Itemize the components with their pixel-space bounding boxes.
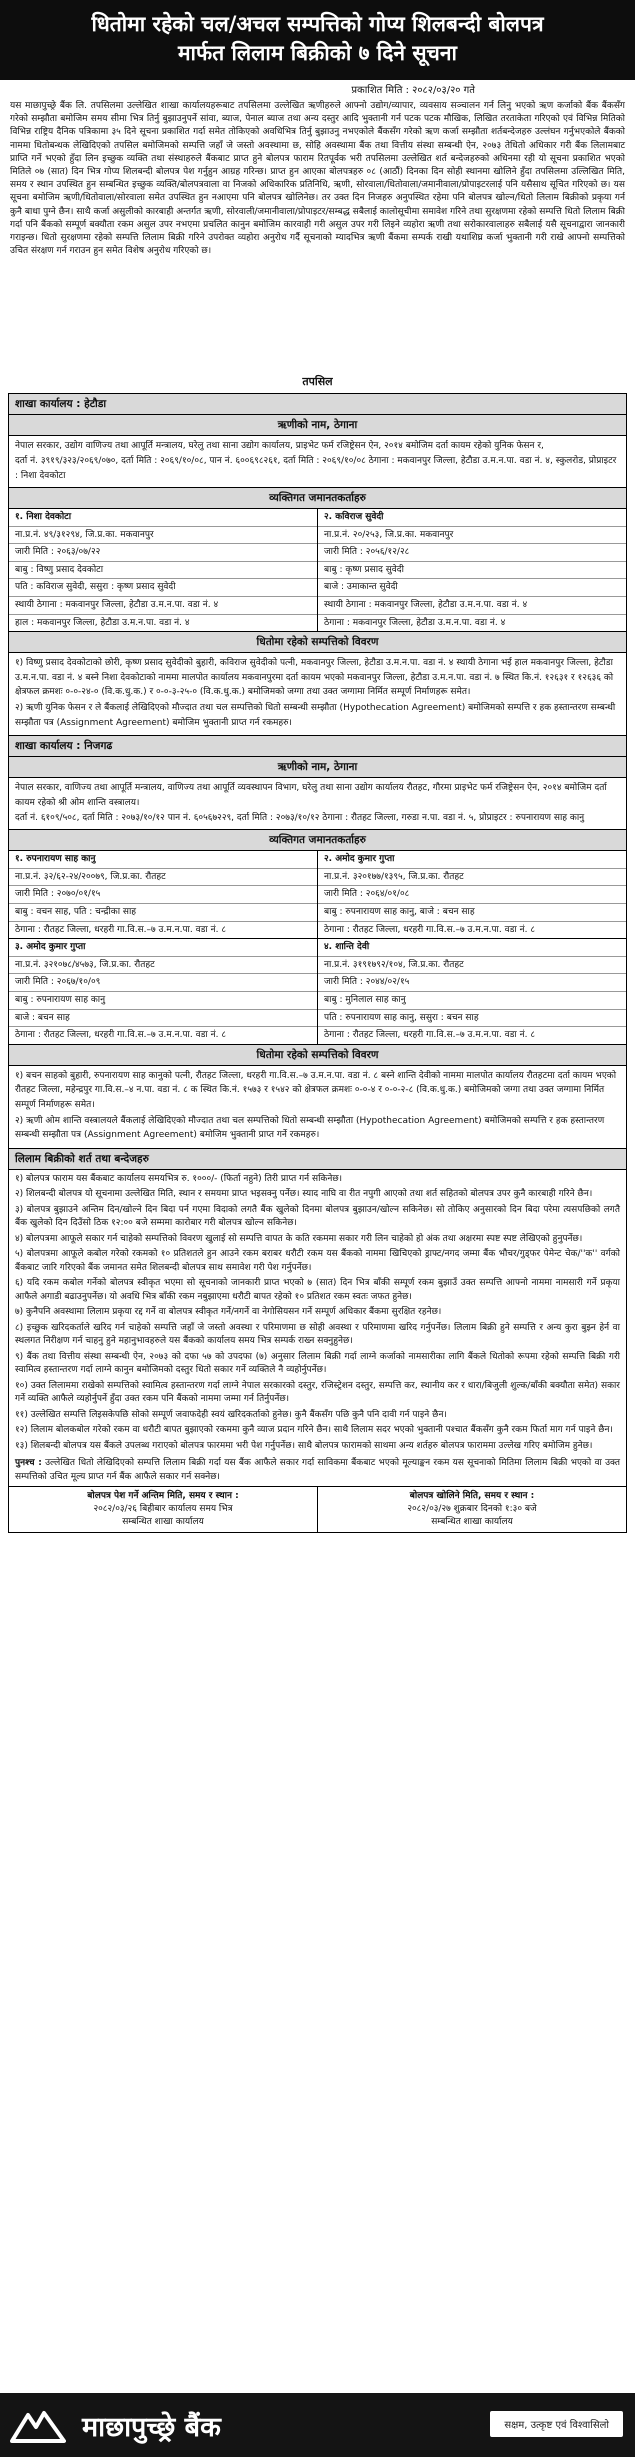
title-line-1: धितोमा रहेको चल/अचल सम्पत्तिको गोप्य शिलबन्दी बोलपत्र	[91, 12, 544, 36]
tapsil-heading: तपसिल	[302, 375, 333, 388]
guarantor-line: पति : रुपनारायण साह कानु, ससुरा : बचन साह	[318, 1010, 626, 1028]
property-item: १) विष्णु प्रसाद देवकोटाको छोरी, कृष्ण प्रसाद सुवेदीको बुहारी, कविराज सुवेदीको पत्नी, मकवानपुर जिल्ला, हेटौडा उ.म.न.पा. वडा नं. ४ स्थायी ठेगाना भई हाल मकवानपुर जिल्ला, हेटौडा उ.म.न.पा. वडा नं. ४ बस्ने निशा देवकोटाको नाममा मालपोत कार्यालय मकवानपुरमा दर्ता कायम भएको मकवानपुर जिल्ला, हेटौडा उ.म.न.पा. वडा नं. ७ स्थित कि.नं. १२६३१ र १२६३६ को क्षेत्रफल क्रमशः ०-०-२४-० (वि.क.धु.क.) र ०-०-३-२५-० (वि.क.धु.क.) बमोजिमको जग्गा तथा उक्त जग्गामा निर्मित सम्पूर्ण निर्माणहरू समेत।	[15, 658, 614, 697]
guarantor-name: ३. अमोद कुमार गुप्ता	[9, 939, 317, 957]
guarantor-line: बाबु : रुपनारायण साह कानु	[9, 992, 317, 1010]
bid-opening-place: सम्बन्धित शाखा कार्यालय	[431, 1517, 513, 1528]
bid-submission-cell	[9, 1487, 317, 1532]
guarantor-name: ४. शान्ति देवी	[318, 939, 626, 957]
condition-item: ६) यदि रकम कबोल गर्नेको बोलपत्र स्वीकृत भएमा सो सूचनाको जानकारी प्राप्त भएको ७ (सात) दिन भित्र बाँकी सम्पूर्ण रकम बुझाउँ उक्त सम्पत्ति आफ्नो नाममा नामसारी गर्ने प्रकृया आफैले अगाडी बढाउनुपर्नेछ। यो अवधि भित्र बाँकी रकम नबुझाएमा धरौटी बापत रहेको १० प्रतिशत रकम स्वतः जफत हुनेछ।	[15, 1278, 620, 1302]
publish-date: प्रकाशित मिति : २०८२/०३/२० गते	[351, 85, 475, 96]
guarantor-card	[317, 939, 626, 1044]
guarantors-band: व्यक्तिगत जमानतकर्ताहरु	[9, 488, 626, 509]
guarantor-line: बाबु : कृष्ण प्रसाद सुवेदी	[318, 562, 626, 580]
branch-band: शाखा कार्यालय : हेटौडा	[9, 394, 626, 415]
condition-item: ४) बोलपत्रमा आफूले सकार गर्न चाहेको सम्पत्तिको विवरण खुलाई सो सम्पत्ति वापत के कति रकममा सकार गरी लिन चाहेको हो अंक तथा अक्षरमा स्पष्ट स्पष्ट लेखिएको हुनुपर्नेछ।	[15, 1233, 583, 1244]
condition-item: १०) उक्त लिलाममा राखेको सम्पत्तिको स्वामित्व हस्तान्तरण गर्दा लाग्ने नेपाल सरकारको दस्तुर, रजिस्ट्रेशन दस्तुर, सम्पत्ति कर, स्थानीय कर र धारा/बिजुली शुल्क/बाँकी बक्यौता समेत) सकार गर्ने व्यक्ति आफैले व्यहोर्नुपर्ने हुँदा उक्त रकम पनि बैंकको नाममा जम्मा गर्न तिर्नुपर्नेछ।	[15, 1380, 620, 1405]
bid-opening-date: २०८२/०३/२७ शुक्रबार दिनको १:३० बजे	[407, 1504, 537, 1515]
guarantor-line: पति : कविराज सुवेदी, ससुरा : कृष्ण प्रसाद सुवेदी	[9, 579, 317, 597]
borrower-details	[9, 436, 626, 488]
guarantor-line: ना.प्र.नं. ३१९१७९२/१०४, जि.प्र.का. रौतहट	[318, 957, 626, 975]
guarantor-card	[9, 939, 317, 1044]
guarantor-line: ठेगाना : मकवानपुर जिल्ला, हेटौडा उ.म.न.पा. वडा नं. ४	[324, 617, 506, 628]
property-item: १) बचन साहको बुहारी, रुपनारायण साह कानुको पत्नी, रौतहट जिल्ला, धरहरी गा.वि.स.–७ उ.म.न.पा. वडा नं. ८ बस्ने शान्ति देवीको नाममा मालपोत कार्यालय रौतहटमा दर्ता कायम भएको रौतहट जिल्ला, महेन्द्रपुर गा.वि.स.–४ न.पा. वडा नं. ८ क स्थित कि.नं. १५७३ र १५४२ को क्षेत्रफल क्रमशः ०-०-४ र ०-०-२-८ (वि.क.धु.क.) बमोजिमको जग्गा तथा उक्त जग्गामा निर्मित सम्पूर्ण निर्माणहरू समेत।	[15, 1070, 617, 1110]
guarantors-grid	[9, 939, 626, 1045]
guarantor-line: स्थायी ठेगाना : मकवानपुर जिल्ला, हेटौडा उ.म.न.पा. वडा नं. ४	[318, 597, 626, 615]
condition-item: २) शिलबन्दी बोलपत्र यो सूचनामा उल्लेखित मिति, स्थान र समयमा प्राप्त भइसक्नु पर्नेछ। स्याद नाघि वा रीत नपुगी आएको तथा शर्त सहितको बोलपत्र उपर कुनै कारबाही गरिने छैन।	[15, 1189, 593, 1200]
guarantors-grid	[9, 509, 626, 632]
property-band: धितोमा रहेको सम्पत्तिको विवरण	[9, 632, 626, 653]
bid-opening-cell	[317, 1487, 626, 1532]
guarantor-line: हाल : मकवानपुर जिल्ला, हेटौडा उ.म.न.पा. वडा नं. ४	[15, 617, 190, 628]
brand-bar	[0, 2393, 635, 2457]
guarantor-line: जारी मिति : २०६४/०१/०८	[318, 886, 626, 904]
guarantor-line: ना.प्र.नं. २०/२५३, जि.प्र.का. मकवानपुर	[318, 527, 626, 545]
bid-opening-heading: बोलपत्र खोलिने मिति, समय र स्थान :	[409, 1491, 535, 1502]
guarantor-line: ना.प्र.नं. ४९/३१२९४, जि.प्र.का. मकवानपुर	[9, 527, 317, 545]
bid-submission-heading: बोलपत्र पेश गर्ने अन्तिम मिति, समय र स्थान :	[87, 1491, 239, 1502]
condition-item: ११) उल्लेखित सम्पत्ति लिइसकेपछि सोको सम्पूर्ण जवाफदेही स्वयं खरिदकर्ताको हुनेछ। कुनै बैंकसँग पछि कुनै पनि दावी गर्न पाइने छैन।	[15, 1409, 447, 1420]
guarantor-line: बाबु : रुपनारायण साह कानु, बाजे : बचन साह	[318, 904, 626, 922]
branch-hetauda-section	[8, 393, 627, 1533]
intro-paragraph: यस माछापुच्छ्रे बैंक लि. तपसिलमा उल्लेखित शाखा कार्यालयहरूबाट तपसिलमा उल्लेखित ऋणीहरुले आफ्नो उद्योग/व्यापार, व्यवसाय सञ्चालन गर्न लिनु भएको ऋण कर्जाको बैंक बैंकसँग गरेको सम्झौता बमोजिम समय सीमा भित्र तिर्नु बुझाउनुपर्ने सांवा, ब्याज, पेनाल ब्याज तथा अन्य दस्तुर आदि भुक्तानी गर्न पटक पटक मौखिक, लिखित तरताकेता गरिएको एवं विभिन्न मितिको विभिन्न राष्ट्रिय दैनिक पत्रिकामा ३५ दिने सूचना प्रकाशित गर्दा समेत तोकिएको अवधिभित्र तिर्नु बुझाउनु नभएकोले बैंकसँग गरेको ऋण कर्जा सम्झौता शर्तबन्देजहरु उल्लंघन गर्नुभएकोले बैंकको नाममा धितोबन्धक लेखिदिएको तपसिल बमोजिमको सम्पत्ति जहाँ जे जस्तो अवस्थामा छ, सोहि अवस्थामा बैंक तथा वित्तीय संस्था सम्बन्धी ऐन, २०७३ तेधितो अधिकार गरी बैंक लिलामबाट प्राप्ति गर्ने भएको हुँदा लिन इच्छुक व्यक्ति तथा संस्थाहरुले बैंकबाट प्राप्त हुने बोलपत्र फाराम रितपूर्वक भरी तपसिलमा उल्लेखित शर्त बन्देजहरुको अधिनमा रही यो सूचना प्रकाशित भएको मितिले ०७ (सात) दिन भित्र गोप्य शिलबन्दी बोलपत्र पेश गर्नुहुन आग्रह गरिन्छ। प्राप्त हुन आएका बोलपत्रहरु ०८ (आठौं) दिनका दिन सोही स्थानमा खोलिने हुँदा तपसिलमा उल्लिखित मिति, समय र स्थान उपस्थित हुन सम्बन्धित इच्छुक व्यक्ति/बोलपत्रवाला वा निजको अधिकारिक प्रतिनिधि, ऋणी, सोरवाला/धितोवाला/जमानीवाला/प्रोपाइटरलाई पनि यसैसाथ सूचित गरिएको छ। यस सूचना बमोजिम ऋणी/धितोवाला/सोरवाला समेत उपस्थित हुन नआएमा पनि बोलपत्र खोलिनेछ। तर उक्त दिन निजहरु अनुपस्थित रहेमा पनि बोलपत्र खोल्न/धितो लिलाम बिक्रीको प्रकृया गर्न कुनै बाधा पुग्ने छैन। साथै कर्जा असुलीको कारबाही अन्तर्गत ऋणी, सोरवाली/जमानीवाला/प्रोपाइटर/सम्बद्ध सबैलाई कालोसूचीमा समावेश गरिने तथा सुरक्षणमा रहेको सम्पत्ति धितो लिलाम बिक्री गर्दा पनि बैंकको सम्पूर्ण बक्यौता रकम असुल उपर नभएमा प्रचलित कानुन बमोजिम कारवाही गरी असुल उपर गरी लिइने व्यहोरा ऋणी तथा सरोकारवालाहरु सबैलाई यसै सूचनाद्वारा जानकारी गराइन्छ। धितो सुरक्षणमा रहेको सम्पत्ति लिलाम बिक्री गरिने उपरोक्त व्यहोरा अनुरोध गर्दै सूचनाको म्यादभित्र ऋणी बैंकमा सम्पर्क राखी यथाशिघ्र कर्जा भुक्तानी गरी राखे आफ्नो सम्पत्तिको उचित संरक्षण गर्न गराउन हुन समेत विशेष अनुरोध गरिएको छ।	[10, 101, 625, 257]
condition-item: १३) शिलबन्दी बोलपत्र यस बैंकले उपलब्ध गराएको बोलपत्र फारममा भरी पेश गर्नुपर्नेछ। साथै बोलपत्र फारामको साथमा अन्य शर्तहरु बोलपत्र फाराममा उल्लेख गरिए बमोजिम हुनेछ।	[15, 1440, 593, 1451]
guarantor-name: १. निशा देवकोटा	[9, 509, 317, 527]
title-line-2: मार्फत लिलाम बिक्रीको ७ दिने सूचना	[178, 41, 457, 65]
guarantors-grid	[9, 851, 626, 939]
guarantor-card	[9, 509, 317, 631]
guarantor-card	[317, 851, 626, 938]
guarantor-name: २. कविराज सुवेदी	[318, 509, 626, 527]
guarantor-line: बाजे : उमाकान्त सुवेदी	[318, 579, 626, 597]
borrower-name-band: ऋणीको नाम, ठेगाना	[9, 415, 626, 436]
guarantor-line: ठेगाना : रौतहट जिल्ला, धरहरी गा.वि.स.–७ उ.म.न.पा. वडा नं. ८	[15, 1030, 227, 1041]
property-band: धितोमा रहेको सम्पत्तिको विवरण	[9, 1045, 626, 1066]
condition-item: ९) बैंक तथा वित्तीय संस्था सम्बन्धी ऐन, २०७३ को दफा ५७ को उपदफा (७) अनुसार लिलाम बिक्री गर्दा लाग्ने कर्जाको नामसारीका लागि बैंकले धितोको रूपमा रहेको सम्पत्ति बिक्री गरी स्वामित्व हस्तान्तरण गर्दा लाग्ने कानुन बमोजिमको दस्तुर धितो सकार गर्ने व्यक्तिले नै व्यहोर्नुपर्नेछ।	[15, 1351, 620, 1376]
guarantor-card	[317, 509, 626, 631]
branch-band: शाखा कार्यालय : निजगढ	[9, 736, 626, 757]
guarantor-name: २. अमोद कुमार गुप्ता	[318, 851, 626, 869]
borrower-name-band: ऋणीको नाम, ठेगाना	[9, 757, 626, 778]
property-list	[9, 653, 626, 736]
postscript-text: उल्लेखित धितो लेखिदिएको सम्पत्ति लिलाम बिक्री गर्दा यस बैंक आफैले सकार गर्दा साविकमा बैंकबाट भएको मूल्याङ्कन रकम यस सूचनाको मितिमा लिलाम बिक्री भएको वा उक्त सम्पत्तिको उचित मूल्य प्राप्त गर्न बैंक आफैले सकार गर्न सक्नेछ।	[15, 1458, 620, 1482]
guarantor-card	[9, 851, 317, 938]
guarantor-line: ना.प्र.नं. ३२१०७८/४५७३, जि.प्र.का. रौतहट	[9, 957, 317, 975]
borrower-details	[9, 778, 626, 830]
condition-item: १) बोलपत्र फाराम यस बैंकबाट कार्यालय समयभित्र रु. १०००/- (फिर्ता नहुने) तिरी प्राप्त गर्न सकिनेछ।	[15, 1173, 343, 1184]
guarantor-name: १. रुपनारायण साह कानु	[9, 851, 317, 869]
postscript-note	[15, 1457, 620, 1484]
borrower-registration: दर्ता नं. ३९१९/३२३/२०६९/०७०, दर्ता मिति : २०६९/१०/०८, पान नं. ६००६९८२६१, दर्ता मिति : २०६९/१०/०८ ठेगाना : मकवानपुर जिल्ला, हेटौडा उ.म.न.पा. वडा नं. ४, स्कुलरोड, प्रोप्राइटर : निशा देवकोटा	[15, 456, 617, 481]
property-list	[9, 1066, 626, 1149]
guarantor-line: बाजे : बचन साह	[9, 1010, 317, 1028]
guarantors-band: व्यक्तिगत जमानतकर्ताहरु	[9, 830, 626, 851]
borrower-para: नेपाल सरकार, उद्योग वाणिज्य तथा आपूर्ति मन्त्रालय, घरेलु तथा साना उद्योग कार्यालय, प्राइभेट फर्म रजिष्ट्रेसन ऐन, २०१४ बमोजिम दर्ता कायम रहेको युनिक फेसन र,	[15, 441, 544, 451]
guarantor-line: ठेगाना : रौतहट जिल्ला, धरहरी गा.वि.स.–७ उ.म.न.पा. वडा नं. ८	[324, 924, 536, 935]
guarantor-line: बाबु : वचन साह, पति : चन्द्रीका साह	[9, 904, 317, 922]
guarantor-line: बाबु : विष्णु प्रसाद देवकोटा	[9, 562, 317, 580]
guarantor-line: जारी मिति : २०५६/१२/२८	[318, 544, 626, 562]
postscript-label: पुनश्च :	[15, 1458, 42, 1469]
guarantor-line: ना.प्र.नं. ३२/६२-२४/२००७९, जि.प्र.का. रौतहट	[9, 869, 317, 887]
condition-item: १२) लिलाम बोलकबोल गरेको रकम वा धरौटी बापत बुझाएको रकममा कुनै व्याज प्रदान गरिने छैन। साथै लिलाम सदर भएको भुक्तानी पश्चात बैंकसँग कुनै रकम फिर्ता माग गर्न पाइने छैन।	[15, 1425, 613, 1436]
guarantor-line: जारी मिति : २०४४/०२/१५	[318, 974, 626, 992]
property-item: २) ऋणी युनिक फेसन र ले बैंकलाई लेखिदिएको मौज्दात तथा चल सम्पत्तिको धितो सम्बन्धी सम्झौता (Hypothecation Agreement) बमोजिमको सम्पत्ति र हक हस्तान्तरण सम्बन्धी सम्झौता पत्र (Assignment Agreement) बमोजिम भुक्तानी प्राप्त गर्न रकमहरु।	[15, 703, 616, 728]
guarantor-line: जारी मिति : २०६३/०७/२२	[9, 544, 317, 562]
bid-schedule-table	[9, 1486, 626, 1532]
guarantor-line: ठेगाना : रौतहट जिल्ला, धरहरी गा.वि.स.–७ उ.म.न.पा. वडा नं. ८	[324, 1030, 536, 1041]
condition-item: ३) बोलपत्र बुझाउने अन्तिम दिन/खोल्ने दिन बिदा पर्न गएमा विदाको लगतै बैंक खुलेको दिनमा बोलपत्र बुझाउन/खोल्न सकिनेछ। सो तोकिए अनुसारको दिन बिदा परेमा त्यसपछिको लगतै बैंक खुलेको दिन दिउँसो ठिक १२:०० बजे सम्ममा कारोबार गरी बोलपत्र खोल्न सकिनेछ।	[15, 1204, 620, 1229]
conditions-band: लिलाम बिक्रीको शर्त तथा बन्देजहरु	[9, 1149, 626, 1170]
guarantor-line: जारी मिति : २०६७/१०/०९	[9, 974, 317, 992]
mountain-logo-icon	[10, 2405, 66, 2445]
notice-header	[0, 0, 635, 80]
guarantor-line: ना.प्र.नं. ३२०१७७/१३९५, जि.प्र.का. रौतहट	[318, 869, 626, 887]
condition-item: ५) बोलपत्रमा आफूले कबोल गरेको रकमको १० प्रतिशतले हुन आउने रकम बराबर धरौटी रकम यस बैंकको नाममा खिचिएको ड्राफ्ट/नगद जम्मा बैंक भौचर/गुड्‌फर पेमेन्ट चेक/''क'' वर्गको बैंकबाट जारि गरिएको बैंक जमानत समेत शिलबन्दी बोलपत्र साथ समावेश गरी पेश गर्नुपर्नेछ।	[15, 1249, 620, 1273]
borrower-para: नेपाल सरकार, वाणिज्य तथा आपूर्ति मन्त्रालय, वाणिज्य तथा आपूर्ति व्यवस्थापन विभाग, घरेलु तथा साना उद्योग कार्यालय रौतहट, गौरमा प्राइभेट फर्म रजिष्ट्रेसन ऐन, २०१४ बमोजिम दर्ता कायम रहेको श्री ओम शान्ति वस्त्रालय।	[15, 783, 607, 809]
bid-submission-place: सम्बन्धित शाखा कार्यालय	[122, 1517, 204, 1528]
guarantor-line: ठेगाना : रौतहट जिल्ला, धरहरी गा.वि.स.–७ उ.म.न.पा. वडा नं. ८	[15, 924, 227, 935]
condition-item: ७) कुनैपनि अवस्थामा लिलाम प्रकृया रद्द गर्ने वा बोलपत्र स्वीकृत गर्ने/नगर्ने वा नेगोसियसन गर्ने सम्पूर्ण अधिकार बैंकमा सुरक्षित रहनेछ।	[15, 1307, 442, 1318]
condition-item: ८) इच्छुक खरिदकर्ताले खरिद गर्न चाहेको सम्पत्ति जहाँ जे जस्तो अवस्था र परिमाणमा छ सोही अवस्था र परिमाणमा खरिद गर्नुपर्नेछ। लिलाम बिक्री हुने सम्पत्ति र अन्य कुरा बुझ्न हेर्न वा स्थलगत निरीक्षण गर्न चाहनु हुने महानुभावहरुले यस बैंकको कार्यालय समय भित्र सम्पर्क राख्न सक्नुहुनेछ।	[15, 1322, 620, 1347]
guarantor-line: स्थायी ठेगाना : मकवानपुर जिल्ला, हेटौडा उ.म.न.पा. वडा नं. ४	[9, 597, 317, 615]
borrower-registration: दर्ता नं. ६१०९/५०८, दर्ता मिति : २०७३/१०/१२ पान नं. ६०५६७२२९, दर्ता मिति : २०७३/१०/१२ ठेगाना : रौतहट जिल्ला, गरुडा न.पा. वडा नं. ५, प्रोप्राइटर : रुपनारायण साह कानु	[15, 813, 585, 824]
property-item: २) ऋणी ओम शान्ति वस्त्रालयले बैंकलाई लेखिदिएको मौज्दात तथा चल सम्पत्तिको धितो सम्बन्धी सम्झौता (Hypothecation Agreement) बमोजिमको सम्पत्ति र हक हस्तान्तरण सम्बन्धी सम्झौता पत्र (Assignment Agreement) बमोजिम भुक्तानी प्राप्त गर्ने रकमहरु।	[15, 1115, 605, 1141]
guarantor-line: जारी मिति : २०७०/०१/१५	[9, 886, 317, 904]
conditions-list	[9, 1170, 626, 1487]
bank-tagline: सक्षम, उत्कृष्ट एवं विश्वासिलो	[490, 2411, 623, 2437]
bid-submission-date: २०८२/०३/२६ बिहीबार कार्यालय समय भित्र	[93, 1504, 233, 1515]
bank-name: माछापुच्छ्रे बैंक	[82, 2411, 221, 2443]
guarantor-line: बाबु : मुनिलाल साह कानु	[318, 992, 626, 1010]
